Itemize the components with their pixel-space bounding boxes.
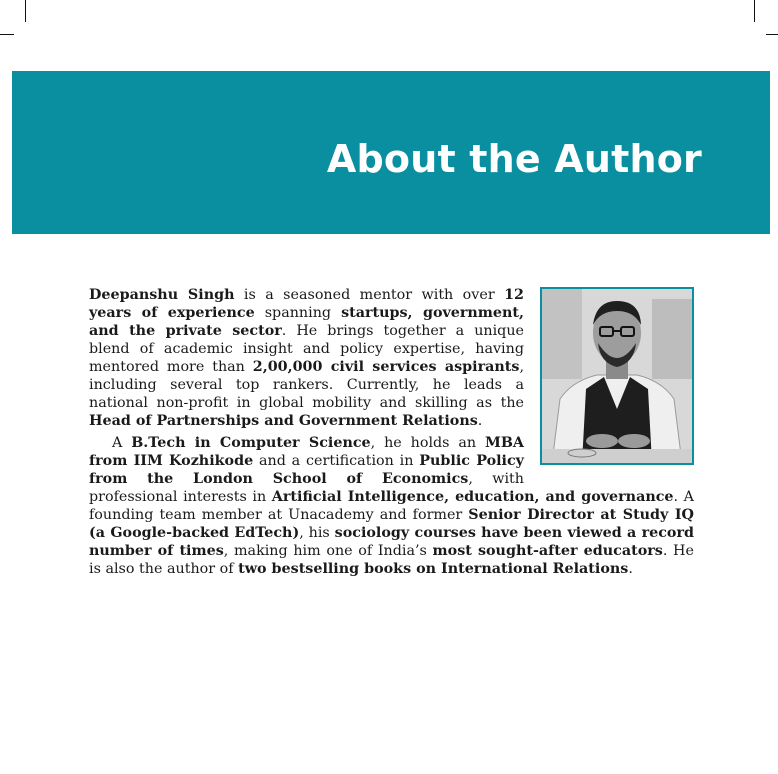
author-name: Deepanshu Singh (89, 287, 235, 303)
text-run: , including several top rankers. Currently, he leads a national non-profit in global mobility and skilling as the (89, 359, 524, 411)
text-run: . He is also the author of (89, 543, 694, 577)
text-run: , his (299, 525, 335, 541)
bold-run: MBA from IIM Kozhikode (89, 435, 525, 469)
text-run: A (112, 435, 132, 451)
crop-mark-top-left-horizontal (0, 34, 14, 35)
text-run: and a certification in (253, 453, 420, 469)
bold-run: sociology courses have been viewed a record number of times (89, 525, 694, 559)
text-run: . He brings together a unique blend of academic insight and policy expertise, having mentored more than (89, 323, 525, 375)
bold-run: Head of Partnerships and Government Relations (89, 413, 478, 429)
author-photo (540, 287, 694, 465)
bold-run: Artificial Intelligence, education, and governance (271, 489, 674, 505)
text-run: , making him one of India’s (223, 543, 433, 559)
text-run: . (628, 561, 633, 577)
page-title: About the Author (326, 137, 702, 181)
bold-run: most sought-after educators (432, 543, 663, 559)
bold-run: 12 years of experience (89, 287, 524, 321)
bold-run: startups, government, and the private sector (89, 305, 525, 339)
text-run: . A founding team member at Unacademy and former (89, 489, 694, 523)
author-bio (89, 286, 694, 582)
crop-mark-top-right-horizontal (766, 34, 778, 35)
bold-run: two bestselling books on International Relations (238, 561, 629, 577)
bold-run: 2,00,000 civil services aspirants (252, 359, 520, 375)
text-run: . (477, 413, 483, 429)
bold-run: B.Tech in Computer Science (131, 435, 371, 451)
text-run: , he holds an (370, 435, 485, 451)
bold-run: Public Policy from the London School of Economics (89, 453, 524, 487)
bold-run: Senior Director at Study IQ (a Google-backed EdTech) (89, 507, 694, 541)
author-portrait-icon (542, 289, 692, 463)
crop-mark-top-right-vertical (754, 0, 755, 22)
crop-mark-top-left-vertical (25, 0, 26, 22)
text-run: spanning (254, 305, 342, 321)
text-run: is a seasoned mentor with over (234, 287, 505, 303)
text-run: , with professional interests in (89, 471, 524, 505)
